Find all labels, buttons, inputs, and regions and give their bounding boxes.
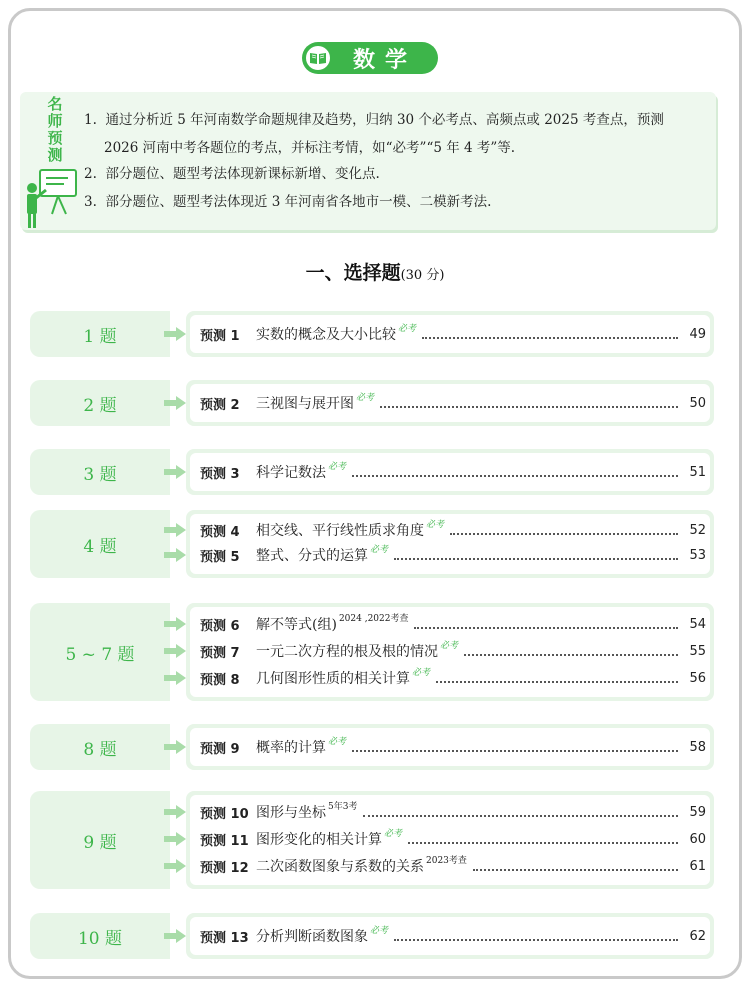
prediction-number — [200, 521, 256, 540]
contents-row — [30, 913, 714, 959]
page-number: 62 — [689, 928, 706, 944]
prediction-number-text: 预测 7 — [200, 645, 240, 661]
book-icon — [304, 44, 332, 72]
prediction-topic: 图形变化的相关计算 — [256, 832, 382, 848]
prediction-number-text: 预测 11 — [200, 833, 249, 849]
prediction-item[interactable] — [200, 736, 706, 758]
tip-text: 部分题位、题型考法体现近 3 年河南省各地市一模、二模新考法. — [105, 194, 492, 210]
exam-frequency-note: 必考 — [398, 323, 417, 334]
section-score: (30 分) — [400, 268, 445, 283]
arrow-right-icon — [164, 465, 186, 479]
prediction-number — [200, 642, 256, 661]
arrow-right-icon — [164, 523, 186, 537]
exam-frequency-note: 必考 — [328, 461, 347, 472]
prediction-topic: 三视图与展开图 — [256, 396, 354, 412]
arrow-right-icon — [164, 740, 186, 754]
arrow-right-icon — [164, 929, 186, 943]
leader-dots — [352, 750, 678, 752]
page-number: 51 — [689, 464, 706, 480]
arrow-right-icon — [164, 548, 186, 562]
section-title-text: 一、选择题 — [305, 262, 401, 284]
leader-dots — [473, 869, 678, 871]
arrow-right-icon — [164, 832, 186, 846]
contents-row — [30, 791, 714, 889]
prediction-number-text: 预测 5 — [200, 549, 240, 565]
tips-tag-char: 预 — [47, 129, 63, 147]
contents-row — [30, 380, 714, 426]
exam-frequency-note: 必考 — [328, 736, 347, 747]
prediction-number — [200, 738, 256, 757]
prediction-topic: 二次函数图象与系数的关系 — [256, 859, 424, 875]
prediction-topic: 一元二次方程的根及根的情况 — [256, 644, 438, 660]
prediction-item[interactable] — [200, 544, 706, 566]
tip-text: 2026 河南中考各题位的考点，并标注考情，如“必考”“5 年 4 考”等. — [104, 140, 516, 156]
leader-dots — [464, 654, 678, 656]
contents-row — [30, 603, 714, 701]
prediction-topic: 科学记数法 — [256, 465, 326, 481]
exam-frequency-note: 必考 — [356, 392, 375, 403]
prediction-number-text: 预测 6 — [200, 618, 240, 634]
contents-row — [30, 510, 714, 578]
prediction-topic: 概率的计算 — [256, 740, 326, 756]
tip-number: 3. — [84, 194, 97, 210]
tips-tag-char: 测 — [47, 146, 63, 164]
page-title: 数学 — [302, 42, 438, 74]
prediction-item[interactable] — [200, 392, 706, 414]
question-number-label: 1 题 — [30, 311, 170, 357]
contents-row — [30, 449, 714, 495]
prediction-number-text: 预测 2 — [200, 397, 240, 413]
prediction-number-text: 预测 13 — [200, 930, 249, 946]
prediction-topic: 整式、分式的运算 — [256, 548, 368, 564]
tip-item-continued — [104, 138, 734, 158]
prediction-topic: 分析判断函数图象 — [256, 929, 368, 945]
prediction-number — [200, 830, 256, 849]
prediction-number — [200, 803, 256, 822]
tips-tag-char: 名 — [47, 95, 63, 113]
prediction-item[interactable] — [200, 667, 706, 689]
page-number: 56 — [689, 670, 706, 686]
prediction-number-text: 预测 9 — [200, 741, 240, 757]
prediction-item[interactable] — [200, 640, 706, 662]
arrow-right-icon — [164, 327, 186, 341]
prediction-item[interactable] — [200, 855, 706, 877]
prediction-number-text: 预测 1 — [200, 328, 240, 344]
contents-row — [30, 311, 714, 357]
prediction-number-text: 预测 4 — [200, 524, 240, 540]
tip-text: 通过分析近 5 年河南数学命题规律及趋势，归纳 30 个必考点、高频点或 2025 考查点，预测 — [105, 112, 664, 128]
prediction-number — [200, 546, 256, 565]
exam-frequency-note: 2024 ,2022考查 — [338, 613, 409, 624]
exam-frequency-note: 5年3考 — [328, 801, 358, 812]
tip-item — [84, 110, 714, 130]
prediction-item[interactable] — [200, 519, 706, 541]
leader-dots — [436, 681, 678, 683]
prediction-topic: 几何图形性质的相关计算 — [256, 671, 410, 687]
prediction-item[interactable] — [200, 613, 706, 635]
exam-frequency-note: 必考 — [412, 667, 431, 678]
question-number-label: 5 ~ 7 题 — [30, 603, 170, 701]
leader-dots — [394, 558, 678, 560]
exam-frequency-note: 必考 — [426, 519, 445, 530]
prediction-topic: 实数的概念及大小比较 — [256, 327, 396, 343]
prediction-item[interactable] — [200, 801, 706, 823]
question-number-label: 4 题 — [30, 510, 170, 578]
leader-dots — [394, 939, 678, 941]
exam-frequency-note: 必考 — [384, 828, 403, 839]
tip-number: 1. — [84, 112, 97, 128]
prediction-number — [200, 325, 256, 344]
page-number: 53 — [689, 547, 706, 563]
prediction-item[interactable] — [200, 323, 706, 345]
arrow-right-icon — [164, 671, 186, 685]
tip-text: 部分题位、题型考法体现新课标新增、变化点. — [105, 166, 380, 182]
page-number: 58 — [689, 739, 706, 755]
arrow-right-icon — [164, 859, 186, 873]
arrow-right-icon — [164, 644, 186, 658]
prediction-number-text: 预测 12 — [200, 860, 249, 876]
prediction-item[interactable] — [200, 828, 706, 850]
teacher-icon — [24, 168, 80, 230]
tip-number: 2. — [84, 166, 97, 182]
prediction-number — [200, 669, 256, 688]
tip-item — [84, 164, 714, 184]
page-number: 54 — [689, 616, 706, 632]
prediction-topic: 图形与坐标 — [256, 805, 326, 821]
page-number: 49 — [689, 326, 706, 342]
prediction-item[interactable] — [200, 461, 706, 483]
question-number-label: 8 题 — [30, 724, 170, 770]
exam-frequency-note: 2023考查 — [426, 855, 467, 866]
prediction-number-text: 预测 3 — [200, 466, 240, 482]
arrow-right-icon — [164, 617, 186, 631]
prediction-number — [200, 394, 256, 413]
leader-dots — [380, 406, 678, 408]
question-number-label: 3 题 — [30, 449, 170, 495]
leader-dots — [450, 533, 678, 535]
exam-frequency-note: 必考 — [370, 544, 389, 555]
leader-dots — [352, 475, 678, 477]
page-number: 50 — [689, 395, 706, 411]
page-number: 59 — [689, 804, 706, 820]
page-number: 55 — [689, 643, 706, 659]
exam-frequency-note: 必考 — [440, 640, 459, 651]
prediction-item[interactable] — [200, 925, 706, 947]
tips-tag-char: 师 — [47, 112, 63, 130]
section-title — [0, 258, 750, 285]
arrow-right-icon — [164, 396, 186, 410]
page-number: 61 — [689, 858, 706, 874]
prediction-topic: 解不等式(组) — [256, 617, 337, 633]
question-number-label: 10 题 — [30, 913, 170, 959]
question-number-label: 2 题 — [30, 380, 170, 426]
leader-dots — [414, 627, 678, 629]
prediction-number — [200, 615, 256, 634]
prediction-number — [200, 927, 256, 946]
page-number: 52 — [689, 522, 706, 538]
tips-tag — [44, 96, 66, 164]
leader-dots — [422, 337, 678, 339]
prediction-number — [200, 857, 256, 876]
contents-row — [30, 724, 714, 770]
question-number-label: 9 题 — [30, 791, 170, 889]
tip-item — [84, 192, 714, 212]
arrow-right-icon — [164, 805, 186, 819]
exam-frequency-note: 必考 — [370, 925, 389, 936]
prediction-number-text: 预测 10 — [200, 806, 249, 822]
leader-dots — [408, 842, 678, 844]
prediction-topic: 相交线、平行线性质求角度 — [256, 523, 424, 539]
page-number: 60 — [689, 831, 706, 847]
prediction-number — [200, 463, 256, 482]
leader-dots — [363, 815, 678, 817]
prediction-number-text: 预测 8 — [200, 672, 240, 688]
